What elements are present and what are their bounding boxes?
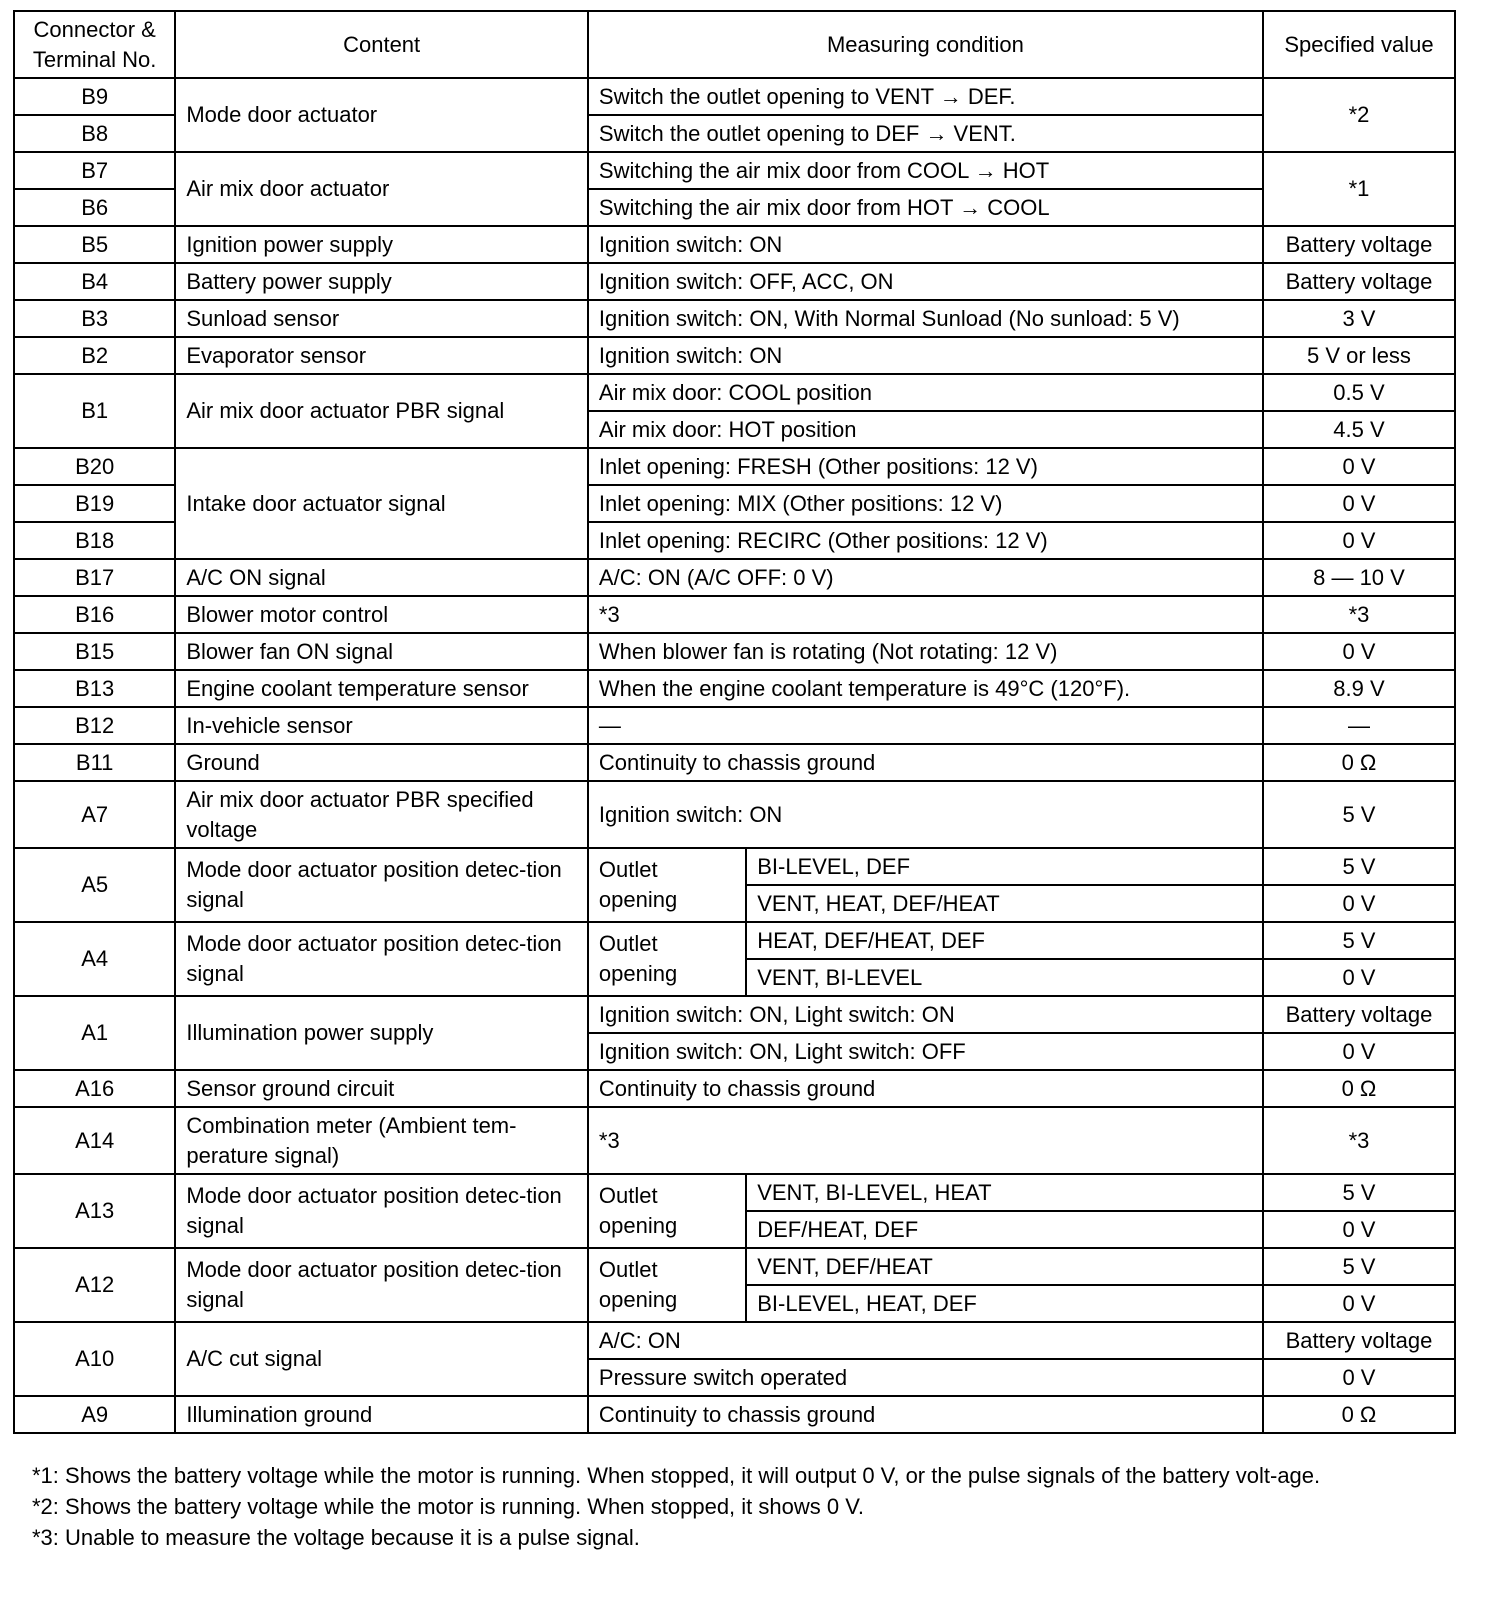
content-cell: Blower motor control [175,596,588,633]
footnote-3: *3: Unable to measure the voltage because it is a pulse signal. [32,1525,640,1550]
value-cell: 3 V [1263,300,1455,337]
condition-cell: Continuity to chassis ground [588,744,1263,781]
content-cell: Air mix door actuator [175,152,588,226]
terminal-cell: A1 [14,996,175,1070]
condition-cell: Ignition switch: OFF, ACC, ON [588,263,1263,300]
terminal-cell: B11 [14,744,175,781]
outlet-opening-cell: Outlet opening [588,1174,746,1248]
mode-cell: DEF/HEAT, DEF [746,1211,1263,1248]
table-row [14,559,1455,596]
condition-cell: Inlet opening: MIX (Other positions: 12 V) [588,485,1263,522]
condition-cell: Continuity to chassis ground [588,1070,1263,1107]
table-row [14,226,1455,263]
header-value: Specified value [1263,11,1455,78]
value-cell: 8.9 V [1263,670,1455,707]
table-row [14,596,1455,633]
content-cell: Illumination power supply [175,996,588,1070]
content-cell: Mode door actuator position detec-tion signal [175,848,588,922]
content-cell: Evaporator sensor [175,337,588,374]
condition-cell: Inlet opening: FRESH (Other positions: 12 V) [588,448,1263,485]
value-cell: 0 V [1263,522,1455,559]
condition-cell: *3 [588,1107,1263,1174]
table-row [14,1070,1455,1107]
content-cell: Illumination ground [175,1396,588,1433]
condition-cell: When blower fan is rotating (Not rotating: 12 V) [588,633,1263,670]
mode-cell: BI-LEVEL, HEAT, DEF [746,1285,1263,1322]
terminal-cell: B7 [14,152,175,189]
value-cell: *2 [1263,78,1455,152]
condition-cell: *3 [588,596,1263,633]
table-row [14,1174,1455,1211]
content-cell: Air mix door actuator PBR signal [175,374,588,448]
value-cell: 0 V [1263,448,1455,485]
outlet-opening-cell: Outlet opening [588,848,746,922]
footnotes [32,1460,1472,1553]
content-cell: Mode door actuator position detec-tion signal [175,1248,588,1322]
header-content: Content [175,11,588,78]
terminal-cell: B18 [14,522,175,559]
terminal-cell: B5 [14,226,175,263]
table-row [14,848,1455,885]
header-condition: Measuring condition [588,11,1263,78]
terminal-cell: A12 [14,1248,175,1322]
content-cell: Combination meter (Ambient tem-perature signal) [175,1107,588,1174]
mode-cell: VENT, BI-LEVEL, HEAT [746,1174,1263,1211]
terminal-cell: A14 [14,1107,175,1174]
terminal-cell: A7 [14,781,175,848]
terminal-cell: B16 [14,596,175,633]
value-cell: 0 V [1263,1033,1455,1070]
terminal-cell: A10 [14,1322,175,1396]
value-cell: 0 V [1263,1211,1455,1248]
condition-cell: Air mix door: HOT position [588,411,1263,448]
condition-cell: Switch the outlet opening to DEF → VENT. [588,115,1263,152]
content-cell: A/C cut signal [175,1322,588,1396]
table-row [14,1248,1455,1285]
table-row [14,337,1455,374]
terminal-cell: A5 [14,848,175,922]
terminal-cell: B2 [14,337,175,374]
table-row [14,263,1455,300]
terminal-cell: B3 [14,300,175,337]
terminal-cell: A4 [14,922,175,996]
value-cell: Battery voltage [1263,1322,1455,1359]
condition-cell: Ignition switch: ON [588,781,1263,848]
value-cell: *1 [1263,152,1455,226]
condition-cell: A/C: ON [588,1322,1263,1359]
terminal-cell: A9 [14,1396,175,1433]
table-row [14,633,1455,670]
condition-cell: Ignition switch: ON [588,226,1263,263]
content-cell: Battery power supply [175,263,588,300]
content-cell: Air mix door actuator PBR specified voltage [175,781,588,848]
table-row [14,922,1455,959]
value-cell: 5 V or less [1263,337,1455,374]
condition-cell: When the engine coolant temperature is 49°C (120°F). [588,670,1263,707]
table-row [14,744,1455,781]
value-cell: 5 V [1263,922,1455,959]
value-cell: Battery voltage [1263,996,1455,1033]
condition-cell: Air mix door: COOL position [588,374,1263,411]
content-cell: Engine coolant temperature sensor [175,670,588,707]
content-cell: Mode door actuator position detec-tion signal [175,922,588,996]
document [13,10,1456,1434]
condition-cell: Switching the air mix door from COOL → HOT [588,152,1263,189]
mode-cell: VENT, HEAT, DEF/HEAT [746,885,1263,922]
content-cell: Blower fan ON signal [175,633,588,670]
value-cell: 5 V [1263,781,1455,848]
value-cell: Battery voltage [1263,226,1455,263]
terminal-cell: B8 [14,115,175,152]
value-cell: 0 Ω [1263,744,1455,781]
condition-cell: A/C: ON (A/C OFF: 0 V) [588,559,1263,596]
table-row [14,152,1455,189]
table-row [14,1396,1455,1433]
condition-cell: Switch the outlet opening to VENT → DEF. [588,78,1263,115]
condition-cell: Ignition switch: ON, Light switch: ON [588,996,1263,1033]
table-row [14,670,1455,707]
value-cell: 0 Ω [1263,1396,1455,1433]
terminal-spec-table [13,10,1456,1434]
condition-cell: Ignition switch: ON, With Normal Sunload (No sunload: 5 V) [588,300,1263,337]
value-cell: 0 V [1263,1285,1455,1322]
terminal-cell: B13 [14,670,175,707]
table-row [14,707,1455,744]
condition-cell: — [588,707,1263,744]
value-cell: *3 [1263,596,1455,633]
terminal-cell: B12 [14,707,175,744]
content-cell: Ground [175,744,588,781]
table-row [14,300,1455,337]
content-cell: Sensor ground circuit [175,1070,588,1107]
value-cell: 0 V [1263,959,1455,996]
content-cell: Mode door actuator [175,78,588,152]
value-cell: — [1263,707,1455,744]
terminal-cell: B19 [14,485,175,522]
terminal-cell: B9 [14,78,175,115]
value-cell: 0 V [1263,1359,1455,1396]
condition-cell: Pressure switch operated [588,1359,1263,1396]
value-cell: 0 V [1263,633,1455,670]
terminal-cell: B4 [14,263,175,300]
value-cell: 0 V [1263,885,1455,922]
terminal-cell: B17 [14,559,175,596]
condition-cell: Switching the air mix door from HOT → COOL [588,189,1263,226]
content-cell: A/C ON signal [175,559,588,596]
table-row [14,448,1455,485]
terminal-cell: B1 [14,374,175,448]
mode-cell: VENT, BI-LEVEL [746,959,1263,996]
mode-cell: VENT, DEF/HEAT [746,1248,1263,1285]
value-cell: 0 Ω [1263,1070,1455,1107]
value-cell: 0 V [1263,485,1455,522]
content-cell: Mode door actuator position detec-tion signal [175,1174,588,1248]
value-cell: 5 V [1263,848,1455,885]
table-row [14,1107,1455,1174]
content-cell: Ignition power supply [175,226,588,263]
content-cell: Intake door actuator signal [175,448,588,559]
footnote-1: *1: Shows the battery voltage while the motor is running. When stopped, it will output 0 V, or the pulse signals of the battery volt-age. [32,1463,1321,1488]
table-row [14,781,1455,848]
condition-cell: Inlet opening: RECIRC (Other positions: 12 V) [588,522,1263,559]
terminal-cell: A13 [14,1174,175,1248]
table-header-row [14,11,1455,78]
content-cell: Sunload sensor [175,300,588,337]
footnote-2: *2: Shows the battery voltage while the motor is running. When stopped, it shows 0 V. [32,1494,864,1519]
outlet-opening-cell: Outlet opening [588,922,746,996]
header-terminal: Connector & Terminal No. [14,11,175,78]
terminal-cell: B20 [14,448,175,485]
value-cell: 5 V [1263,1174,1455,1211]
terminal-cell: B6 [14,189,175,226]
table-row [14,996,1455,1033]
value-cell: 4.5 V [1263,411,1455,448]
value-cell: 5 V [1263,1248,1455,1285]
terminal-cell: A16 [14,1070,175,1107]
mode-cell: BI-LEVEL, DEF [746,848,1263,885]
mode-cell: HEAT, DEF/HEAT, DEF [746,922,1263,959]
table-row [14,374,1455,411]
table-row [14,78,1455,115]
outlet-opening-cell: Outlet opening [588,1248,746,1322]
condition-cell: Continuity to chassis ground [588,1396,1263,1433]
value-cell: Battery voltage [1263,263,1455,300]
value-cell: 0.5 V [1263,374,1455,411]
terminal-cell: B15 [14,633,175,670]
table-row [14,1322,1455,1359]
content-cell: In-vehicle sensor [175,707,588,744]
value-cell: *3 [1263,1107,1455,1174]
condition-cell: Ignition switch: ON [588,337,1263,374]
condition-cell: Ignition switch: ON, Light switch: OFF [588,1033,1263,1070]
value-cell: 8 — 10 V [1263,559,1455,596]
